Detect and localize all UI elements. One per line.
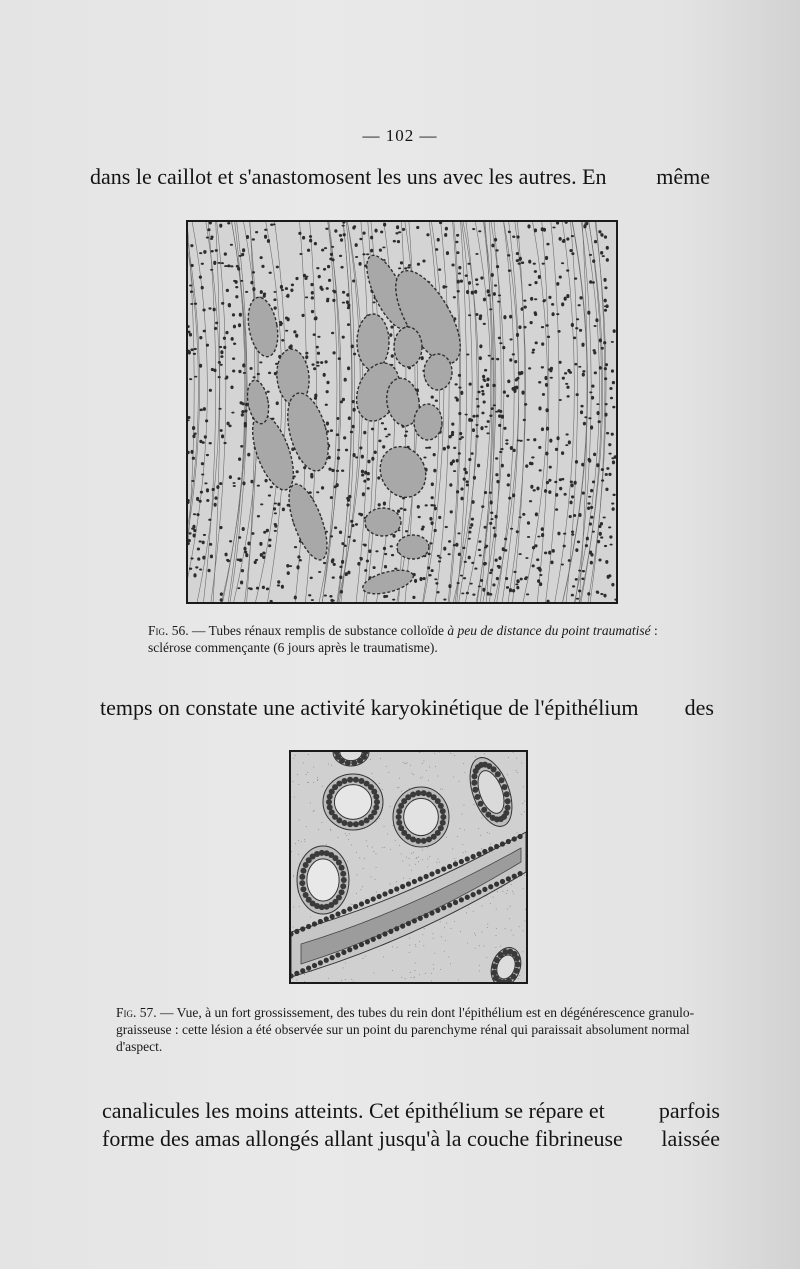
figure-57-label: Fig. 57. bbox=[116, 1005, 157, 1020]
line1-text: dans le caillot et s'anastomosent les uns avec les autres. En bbox=[90, 164, 607, 189]
figure-57-illustration bbox=[289, 750, 528, 984]
figure-57-drawing bbox=[291, 752, 526, 982]
line3-end: parfois bbox=[658, 1098, 720, 1123]
line3-text: canalicules les moins atteints. Cet épithélium se répare et bbox=[102, 1098, 605, 1123]
line4-end: laissée bbox=[661, 1126, 720, 1151]
page-number: — 102 — bbox=[362, 126, 438, 145]
body-text-line-2 bbox=[100, 695, 714, 721]
figure-57-caption bbox=[116, 1004, 720, 1055]
figure-56-caption-text-2: : sclérose commençante (6 jours après le traumatisme). bbox=[148, 623, 658, 655]
body-text-line-3 bbox=[102, 1098, 720, 1124]
line4-text: forme des amas allongés allant jusqu'à la couche fibrineuse bbox=[102, 1126, 623, 1151]
figure-56-label: Fig. 56. bbox=[148, 623, 189, 638]
line2-end: des bbox=[684, 695, 714, 720]
body-text-line-1 bbox=[90, 164, 710, 190]
figure-56-caption bbox=[148, 622, 658, 656]
figure-56-illustration bbox=[186, 220, 618, 604]
figure-56-drawing bbox=[188, 222, 616, 602]
line2-text: temps on constate une activité karyokinétique de l'épithélium bbox=[100, 695, 639, 720]
figure-56-caption-italic: à peu de distance du point traumatisé bbox=[447, 623, 651, 638]
figure-56-caption-text-1: — Tubes rénaux remplis de substance colloïde bbox=[188, 623, 448, 638]
figure-57-caption-text: — Vue, à un fort grossissement, des tubes du rein dont l'épithélium est en dégénérescence granulo-graisseuse : cette lésion a été observée sur un point du parenchyme rénal qui paraissait absolument normal d'aspect. bbox=[116, 1005, 695, 1054]
line1-end: même bbox=[656, 164, 710, 189]
body-text-line-4 bbox=[102, 1126, 720, 1152]
